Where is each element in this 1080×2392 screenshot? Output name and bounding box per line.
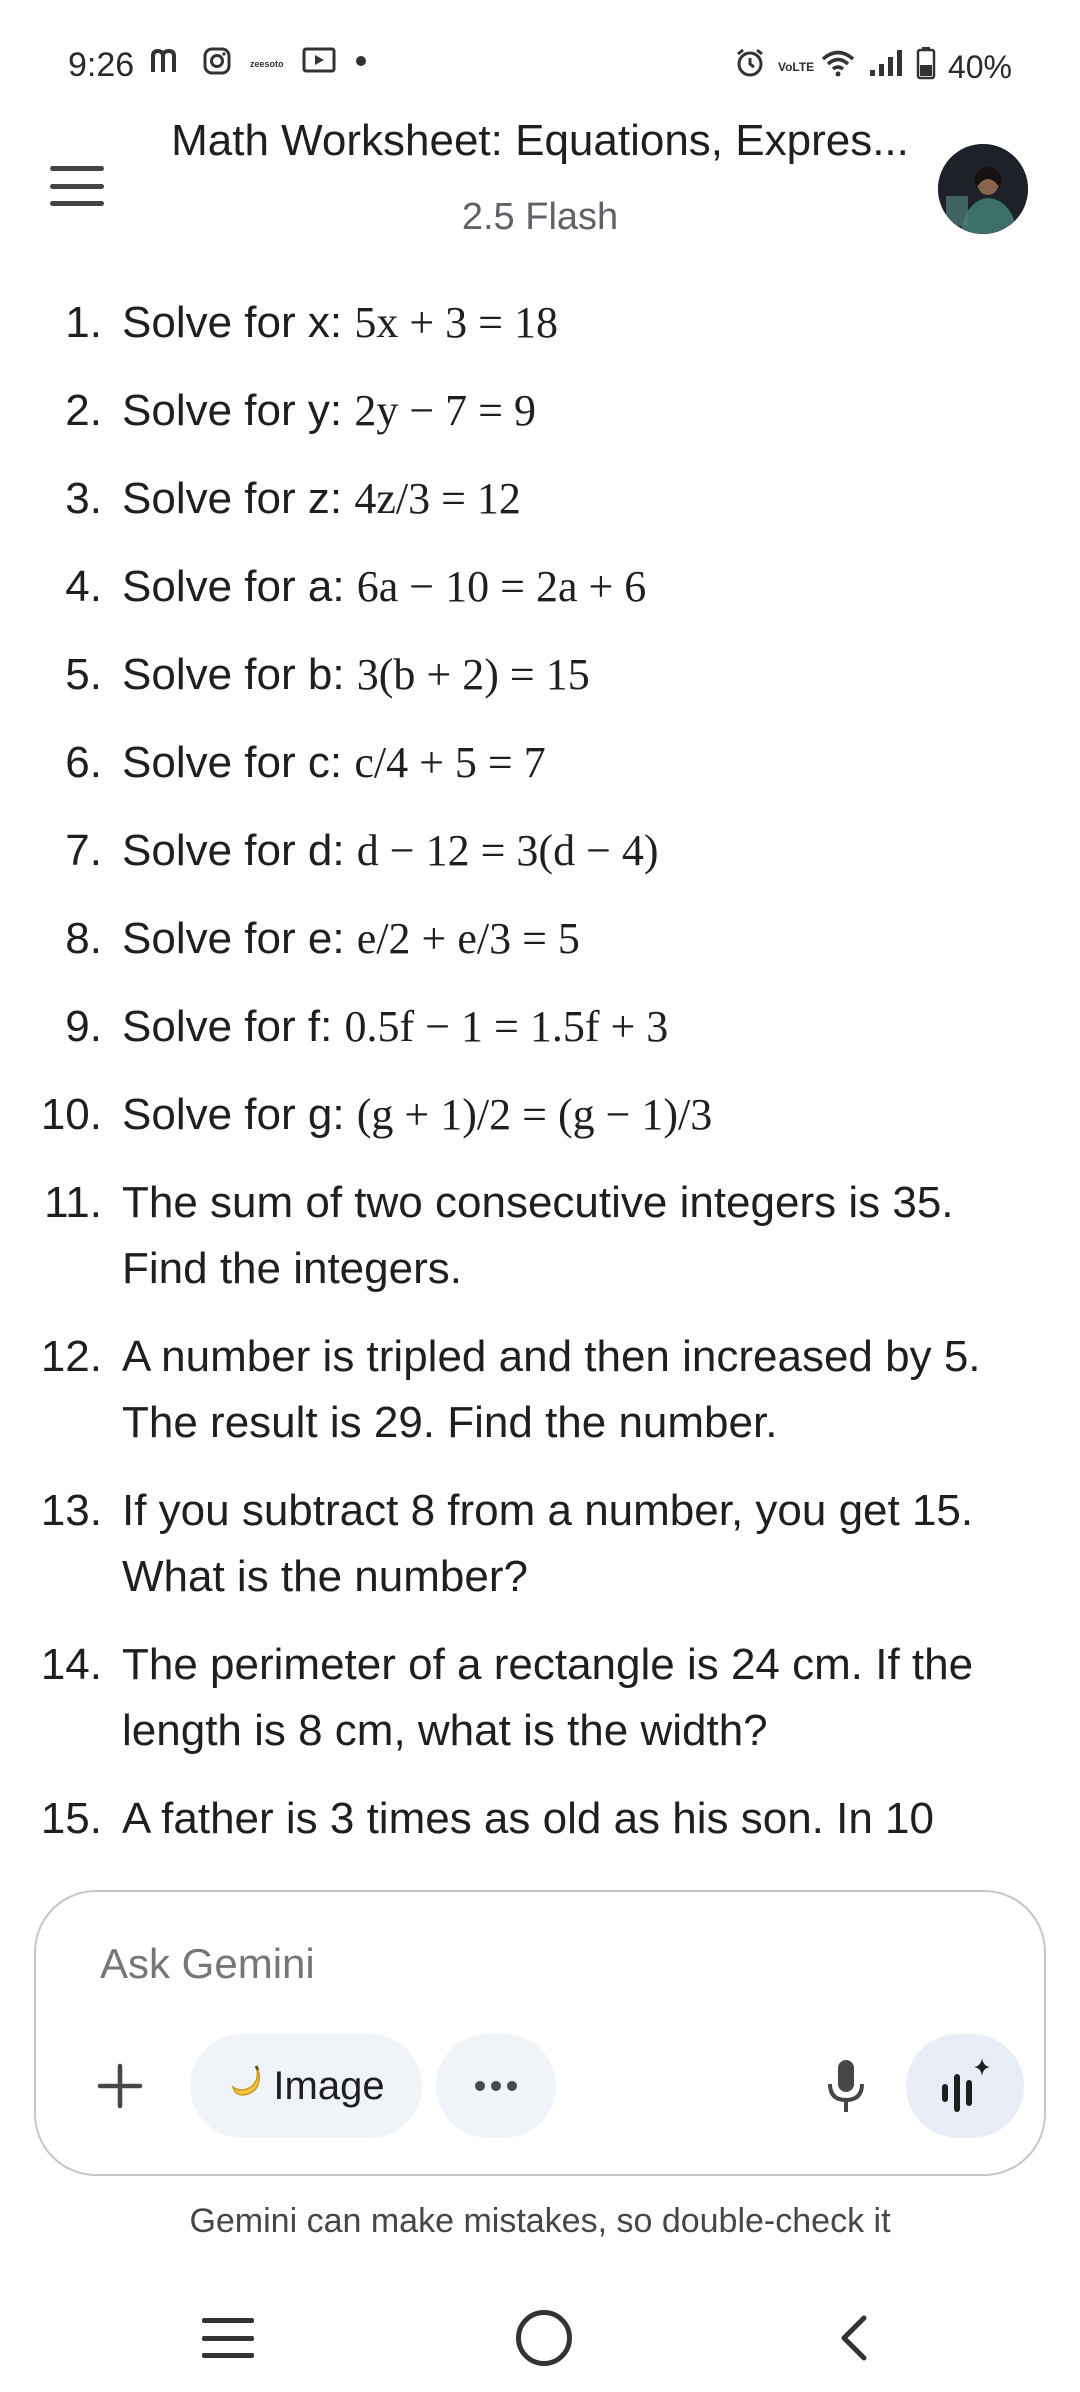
- notification-icons: [150, 46, 368, 81]
- question-equation: d − 12 = 3(d − 4): [356, 826, 659, 875]
- question-item: [0, 1478, 1080, 1610]
- question-number: 15.: [40, 1794, 102, 1843]
- mic-icon: [826, 2058, 866, 2114]
- live-sparkle-icon: [938, 2056, 992, 2116]
- question-equation: 6a − 10 = 2a + 6: [356, 562, 647, 611]
- question-item: [0, 1632, 1080, 1764]
- question-number: 8.: [65, 914, 102, 963]
- question-number: 13.: [40, 1486, 102, 1535]
- question-number: 3.: [65, 474, 102, 523]
- menu-button[interactable]: [46, 160, 108, 212]
- question-number: 9.: [65, 1002, 102, 1051]
- question-text: The perimeter of a rectangle is 24 cm. If the length is 8 cm, what is the width?: [122, 1640, 974, 1755]
- question-text: A father is 3 times as old as his son. In 10: [122, 1794, 934, 1843]
- question-item: [0, 290, 1080, 356]
- question-text: Solve for g:: [122, 1090, 357, 1139]
- question-equation: 3(b + 2) = 15: [356, 650, 590, 699]
- status-time: 9:26: [68, 46, 135, 84]
- more-horiz-icon: [473, 2079, 519, 2093]
- question-item: [0, 906, 1080, 972]
- question-text: The sum of two consecutive integers is 35. Find the integers.: [122, 1178, 954, 1293]
- question-number: 11.: [44, 1178, 102, 1227]
- avatar[interactable]: [938, 144, 1028, 234]
- question-item: [0, 1170, 1080, 1302]
- question-text: Solve for d:: [122, 826, 357, 875]
- question-item: [0, 994, 1080, 1060]
- question-item: [0, 1082, 1080, 1148]
- question-item: [0, 554, 1080, 620]
- question-number: 12.: [40, 1332, 102, 1381]
- nav-recents-button[interactable]: [202, 2318, 254, 2358]
- nav-home-button[interactable]: [516, 2310, 572, 2366]
- question-item: [0, 642, 1080, 708]
- question-equation: 0.5f − 1 = 1.5f + 3: [344, 1002, 669, 1051]
- image-chip[interactable]: [190, 2034, 422, 2138]
- wifi-icon: [820, 48, 856, 86]
- question-number: 2.: [65, 386, 102, 435]
- back-chevron-icon: [830, 2312, 882, 2364]
- signal-icon: [868, 48, 904, 86]
- question-item: [0, 1786, 1080, 1852]
- status-bar: [0, 0, 1080, 120]
- microphone-button[interactable]: [802, 2042, 890, 2130]
- image-chip-label: Image: [273, 2063, 385, 2108]
- prompt-card: [34, 1890, 1046, 2176]
- question-number: 5.: [65, 650, 102, 699]
- question-item: [0, 1324, 1080, 1456]
- response-content: [0, 290, 1080, 1870]
- question-equation: 4z/3 = 12: [354, 474, 521, 523]
- question-equation: 2y − 7 = 9: [354, 386, 536, 435]
- avatar-image: [938, 144, 1028, 234]
- m-icon: [150, 46, 184, 81]
- question-number: 14.: [40, 1640, 102, 1689]
- question-number: 7.: [65, 826, 102, 875]
- dot-icon: [354, 54, 368, 73]
- zeesoto-icon: zeesoto: [250, 58, 284, 69]
- question-equation: 5x + 3 = 18: [354, 298, 558, 347]
- question-text: Solve for b:: [122, 650, 357, 699]
- question-number: 6.: [65, 738, 102, 787]
- disclaimer-text: Gemini can make mistakes, so double-check it: [189, 2202, 891, 2240]
- question-text: Solve for y:: [122, 386, 355, 435]
- add-button[interactable]: [84, 2050, 156, 2122]
- question-list: [0, 290, 1080, 1852]
- conversation-title[interactable]: Math Worksheet: Equations, Expres...: [171, 116, 909, 165]
- question-text: If you subtract 8 from a number, you get 15. What is the number?: [122, 1486, 974, 1601]
- question-number: 1.: [65, 298, 102, 347]
- question-item: [0, 818, 1080, 884]
- battery-percent: 40%: [947, 48, 1012, 85]
- question-text: A number is tripled and then increased by 5. The result is 29. Find the number.: [122, 1332, 981, 1447]
- question-text: Solve for z:: [122, 474, 355, 523]
- live-button[interactable]: [906, 2034, 1024, 2138]
- volte-icon: VoLTE: [777, 60, 815, 74]
- nav-back-button[interactable]: [830, 2312, 882, 2364]
- alarm-icon: [734, 47, 766, 87]
- question-text: Solve for x:: [122, 298, 355, 347]
- more-options-button[interactable]: [436, 2034, 556, 2138]
- question-text: Solve for e:: [122, 914, 357, 963]
- question-item: [0, 466, 1080, 532]
- model-selector[interactable]: 2.5 Flash: [461, 196, 619, 238]
- question-equation: (g + 1)/2 = (g − 1)/3: [356, 1090, 713, 1139]
- battery-icon: [916, 46, 936, 88]
- question-equation: c/4 + 5 = 7: [354, 738, 546, 787]
- recents-icon: [202, 2318, 254, 2323]
- question-equation: e/2 + e/3 = 5: [356, 914, 580, 963]
- menu-icon: [50, 166, 104, 171]
- question-text: Solve for f:: [122, 1002, 345, 1051]
- question-number: 4.: [65, 562, 102, 611]
- media-icon: [302, 46, 336, 81]
- question-item: [0, 378, 1080, 444]
- question-text: Solve for a:: [122, 562, 357, 611]
- prompt-input[interactable]: [100, 1934, 800, 1994]
- system-status: [734, 46, 1012, 88]
- question-item: [0, 730, 1080, 796]
- plus-icon: [96, 2062, 144, 2110]
- question-text: Solve for c:: [122, 738, 355, 787]
- instagram-icon: [202, 46, 232, 81]
- question-number: 10.: [40, 1090, 102, 1139]
- banana-icon: [227, 2063, 263, 2109]
